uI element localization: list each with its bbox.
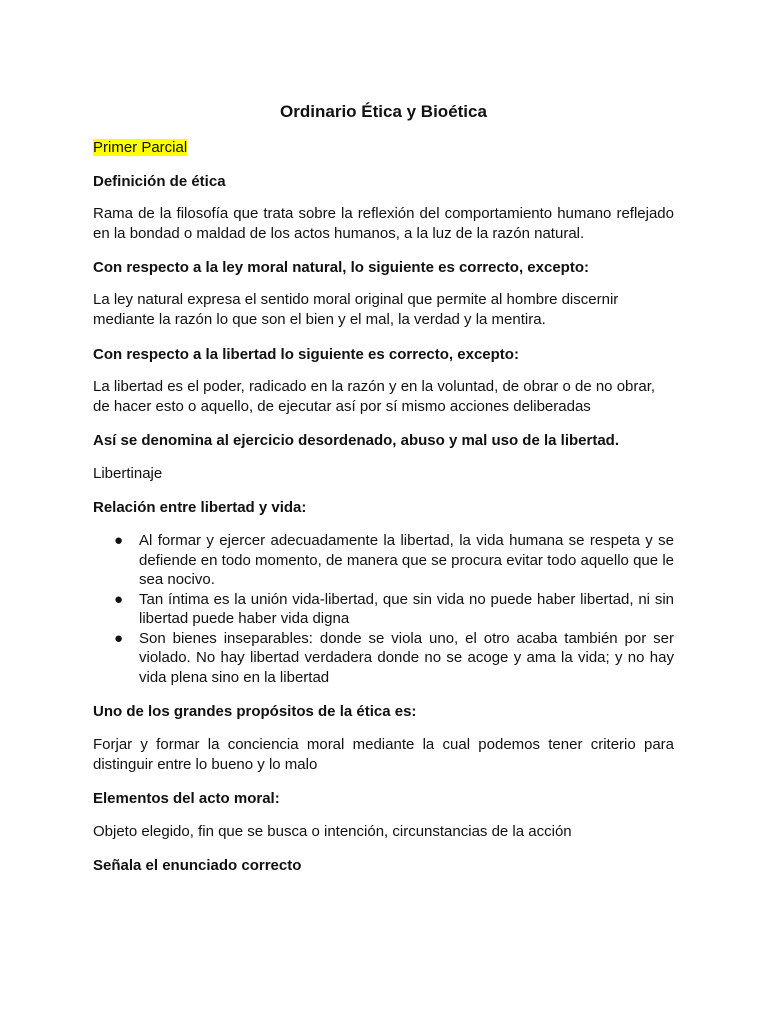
bullet-icon: ●: [114, 590, 124, 608]
answer-libertad: La libertad es el poder, radicado en la razón y en la voluntad, de obrar o de no obrar, de hacer esto o aquello, de ejecutar así por sí mismo acciones deliberadas: [93, 378, 656, 415]
section-label-paragraph: [93, 138, 674, 158]
list-item-text: Al formar y ejercer adecuadamente la libertad, la vida humana se respeta y se defiende en todo momento, de manera que se procura evitar todo aquello que le sea nocivo.: [139, 532, 674, 588]
list-item-text: Tan íntima es la unión vida-libertad, que sin vida no puede haber libertad, ni sin libertad puede haber vida digna: [139, 590, 674, 627]
section-label-highlight: Primer Parcial: [93, 139, 188, 156]
question-relacion-libertad-vida: Relación entre libertad y vida:: [93, 499, 307, 516]
list-item: [93, 629, 674, 688]
question-libertad: Con respecto a la libertad lo siguiente es correcto, excepto:: [93, 346, 519, 363]
question-elementos-acto-moral: Elementos del acto moral:: [93, 790, 280, 807]
answer-libertinaje: Libertinaje: [93, 465, 163, 482]
list-item: [93, 531, 674, 590]
bullet-list-libertad-vida: [93, 531, 674, 687]
question-propositos-etica: Uno de los grandes propósitos de la ética es:: [93, 703, 417, 720]
bullet-icon: ●: [114, 532, 124, 549]
question-definicion-etica: Definición de ética: [93, 173, 226, 190]
document-title: Ordinario Ética y Bioética: [280, 102, 487, 121]
answer-definicion-etica: Rama de la filosofía que trata sobre la reflexión del comportamiento humano reflejado en la bondad o maldad de los actos humanos, a la luz de la razón natural.: [93, 205, 674, 242]
list-item: [93, 590, 674, 629]
question-ley-moral-natural: Con respecto a la ley moral natural, lo siguiente es correcto, excepto:: [93, 259, 589, 276]
answer-elementos-acto-moral: Objeto elegido, fin que se busca o intención, circunstancias de la acción: [93, 823, 572, 840]
answer-ley-moral-natural: La ley natural expresa el sentido moral original que permite al hombre discernir mediante la razón lo que son el bien y el mal, la verdad y la mentira.: [93, 291, 619, 328]
question-enunciado-correcto: Señala el enunciado correcto: [93, 857, 302, 874]
list-item-text: Son bienes inseparables: donde se viola uno, el otro acaba también por ser violado. No hay libertad verdadera donde no se acoge y ama la vida; y no hay vida plena sino en la libertad: [139, 629, 674, 686]
answer-propositos-etica: Forjar y formar la conciencia moral mediante la cual podemos tener criterio para distinguir entre lo bueno y lo malo: [93, 736, 674, 773]
bullet-icon: ●: [114, 629, 124, 647]
question-ejercicio-desordenado: Así se denomina al ejercicio desordenado, abuso y mal uso de la libertad.: [93, 432, 619, 449]
